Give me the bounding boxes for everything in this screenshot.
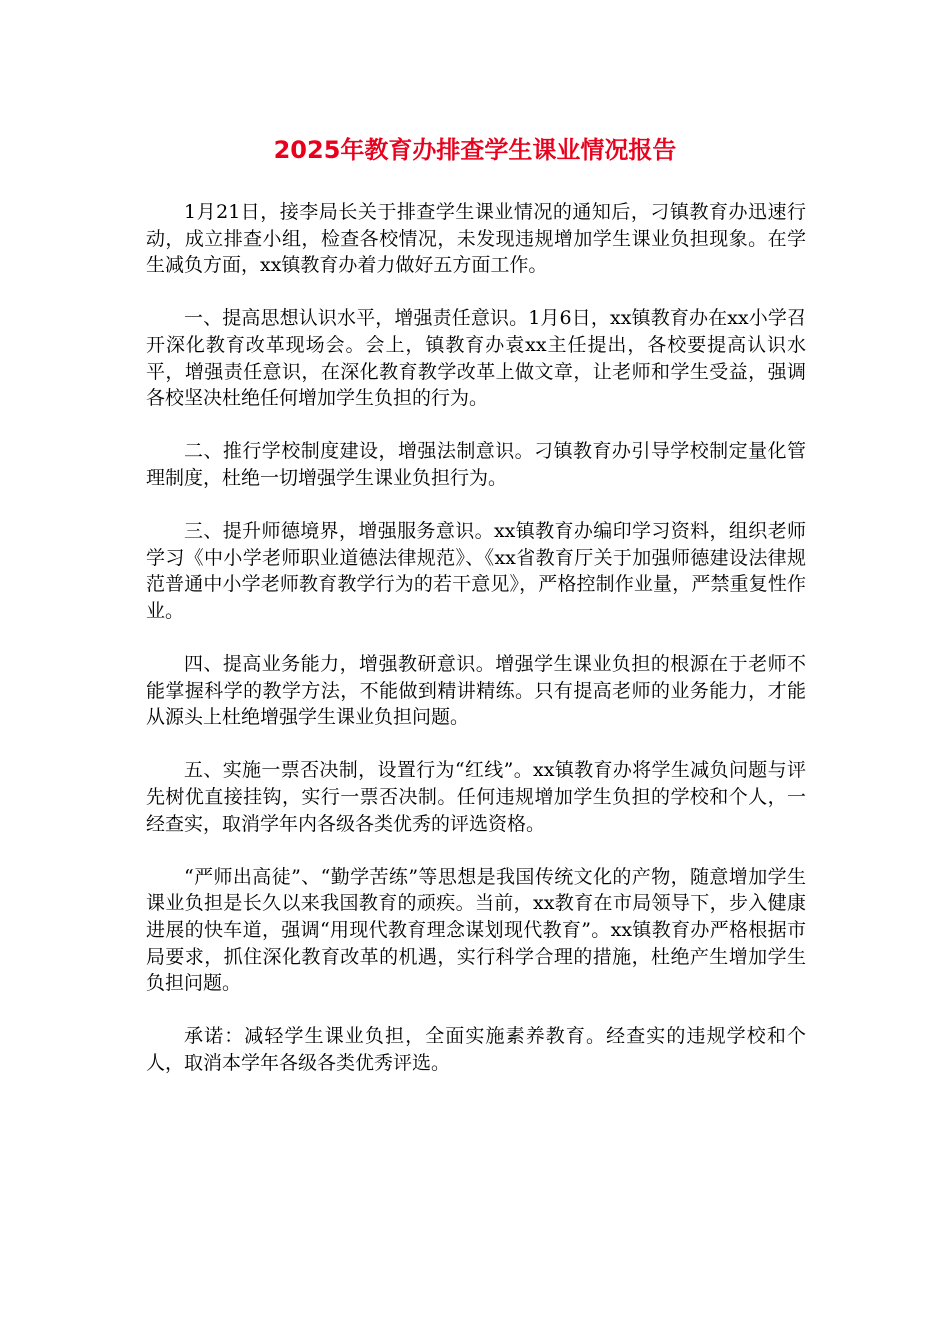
paragraph-commitment: 承诺：减轻学生课业负担，全面实施素养教育。经查实的违规学校和个人，取消本学年各级各类优秀评选。 — [146, 1025, 806, 1074]
document-body — [146, 199, 806, 1103]
paragraph-point-3: 三、提升师德境界，增强服务意识。xx镇教育办编印学习资料，组织老师学习《中小学老师职业道德法律规范》、《xx省教育厅关于加强师德建设法律规范普通中小学老师教育教学行为的若干意见》，严格控制作业量，严禁重复性作业。 — [146, 520, 806, 622]
paragraph-intro: 1月21日，接李局长关于排查学生课业情况的通知后，刁镇教育办迅速行动，成立排查小组，检查各校情况，未发现违规增加学生课业负担现象。在学生减负方面，xx镇教育办着力做好五方面工作。 — [146, 201, 806, 277]
paragraph-summary: “严师出高徒”、“勤学苦练”等思想是我国传统文化的产物，随意增加学生课业负担是长久以来我国教育的顽疾。当前，xx教育在市局领导下，步入健康进展的快车道，强调“用现代教育理念谋划现代教育”。xx镇教育办严格根据市局要求，抓住深化教育改革的机遇，实行科学合理的措施，杜绝产生增加学生负担问题。 — [146, 865, 806, 995]
document-title: 2025年教育办排查学生课业情况报告 — [273, 136, 677, 164]
paragraph-point-4: 四、提高业务能力，增强教研意识。增强学生课业负担的根源在于老师不能掌握科学的教学方法，不能做到精讲精练。只有提高老师的业务能力，才能从源头上杜绝增强学生课业负担问题。 — [146, 653, 806, 729]
paragraph-point-5: 五、实施一票否决制，设置行为“红线”。xx镇教育办将学生减负问题与评先树优直接挂钩，实行一票否决制。任何违规增加学生负担的学校和个人，一经查实，取消学年内各级各类优秀的评选资格。 — [146, 759, 806, 835]
paragraph-point-1: 一、提高思想认识水平，增强责任意识。1月6日，xx镇教育办在xx小学召开深化教育改革现场会。会上，镇教育办袁xx主任提出，各校要提高认识水平，增强责任意识，在深化教育教学改革上做文章，让老师和学生受益，强调各校坚决杜绝任何增加学生负担的行为。 — [146, 307, 806, 410]
paragraph-point-2: 二、推行学校制度建设，增强法制意识。刁镇教育办引导学校制定量化管理制度，杜绝一切增强学生课业负担行为。 — [146, 440, 806, 489]
